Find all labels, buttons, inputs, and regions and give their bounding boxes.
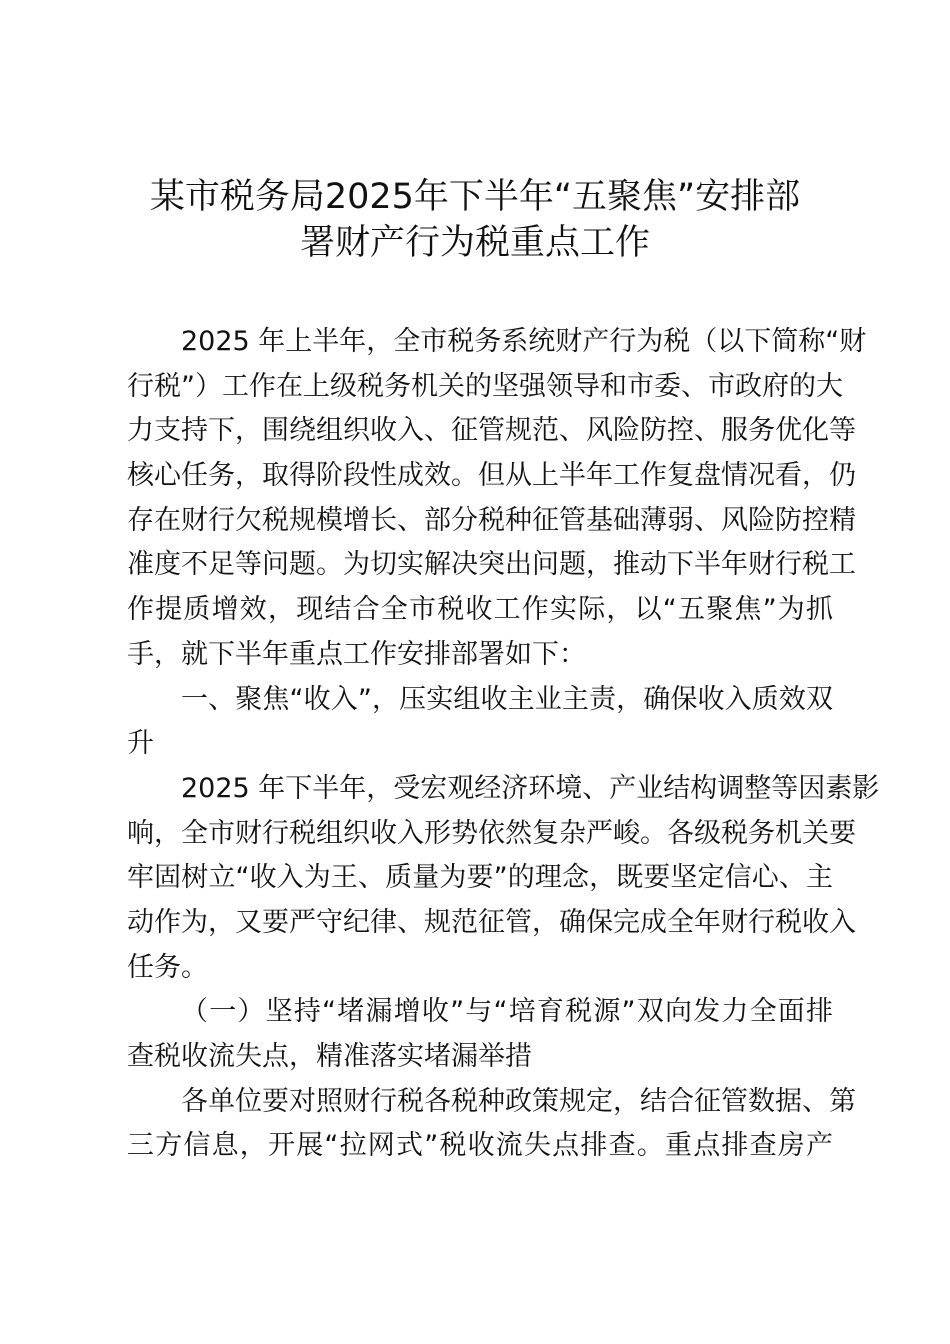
- text-line: （一）坚持“堵漏增收”与“培育税源”双向发力全面排: [181, 996, 833, 1028]
- text-line: 2025 年下半年，受宏观经济环境、产业结构调整等因素影: [181, 772, 880, 804]
- text-line: 核心任务，取得阶段性成效。但从上半年工作复盘情况看，仍: [127, 460, 856, 492]
- paragraph: [127, 990, 833, 1079]
- text-line: 动作为，又要严守纪律、规范征管，确保完成全年财行税收入: [127, 906, 856, 938]
- paragraph: [127, 678, 833, 767]
- document-title: [100, 174, 850, 266]
- text-line: 三方信息，开展“拉网式”税收流失点排查。重点排查房产: [127, 1130, 833, 1162]
- text-line: 一、聚焦“收入”，压实组收主业主责，确保收入质效双: [181, 683, 833, 715]
- text-line: 准度不足等问题。为切实解决突出问题，推动下半年财行税工: [127, 549, 856, 581]
- text-line: 力支持下，围绕组织收入、征管规范、风险防控、服务优化等: [127, 415, 856, 447]
- text-line: 响，全市财行税组织收入形势依然复杂严峻。各级税务机关要: [127, 817, 856, 849]
- paragraph: [127, 767, 880, 990]
- text-line: 手，就下半年重点工作安排部署如下：: [127, 638, 586, 670]
- text-line: 各单位要对照财行税各税种政策规定，结合征管数据、第: [181, 1085, 856, 1117]
- text-line: 行税”）工作在上级税务机关的坚强领导和市委、市政府的大: [127, 370, 843, 402]
- text-line: 存在财行欠税规模增长、部分税种征管基础薄弱、风险防控精: [127, 504, 856, 536]
- title-line: 某市税务局2025年下半年“五聚焦”安排部: [149, 177, 801, 217]
- text-line: 升: [127, 728, 154, 760]
- document-body: [127, 320, 880, 1169]
- title-line: 署财产行为税重点工作: [299, 223, 650, 263]
- text-line: 查税收流失点，精准落实堵漏举措: [127, 1041, 532, 1072]
- text-line: 2025 年上半年，全市税务系统财产行为税（以下简称“财: [181, 326, 867, 357]
- text-line: 任务。: [127, 951, 208, 983]
- paragraph: [127, 320, 867, 678]
- paragraph: [127, 1080, 856, 1169]
- text-line: 作提质增效，现结合全市税收工作实际，以“五聚焦”为抓: [127, 594, 833, 626]
- text-line: 牢固树立“收入为王、质量为要”的理念，既要坚定信心、主: [127, 862, 833, 894]
